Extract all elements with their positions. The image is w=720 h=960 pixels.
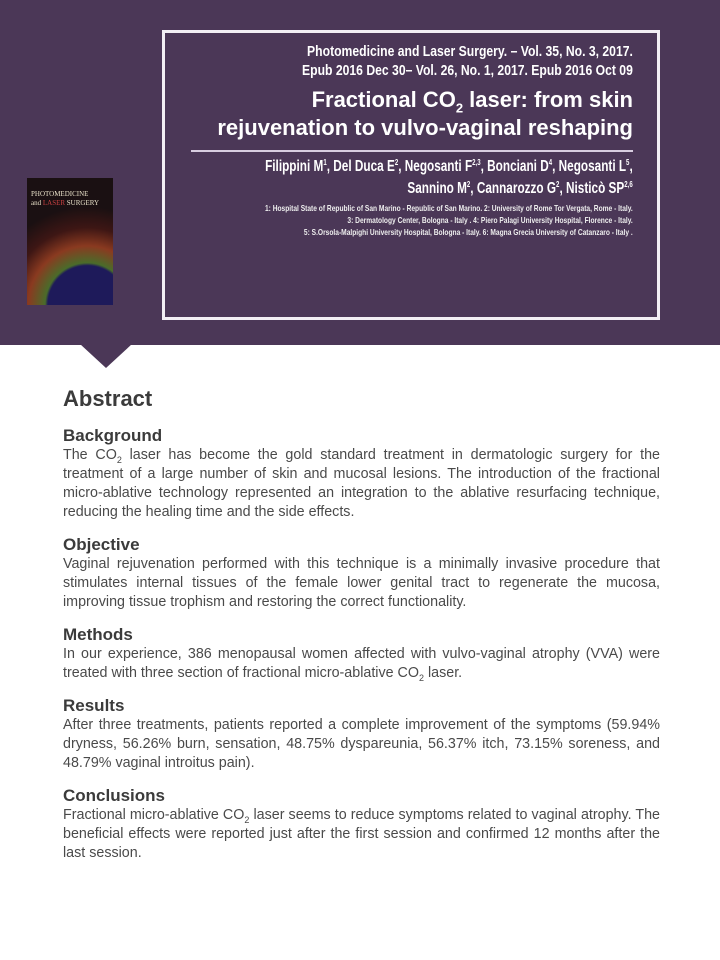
text: laser has become the gold standard treatment in dermatologic surgery for the treatment of a large number of skin and mucosal lesions. The introduction of the fractional micro-ablative technology represented an integration to the ablative resurfacing technique, reducing the healing time and the side effects. — [63, 447, 660, 520]
author-name: Negosanti L — [558, 158, 627, 175]
journal-citation-1: Photomedicine and Laser Surgery. – Vol. 35, No. 3, 2017. — [307, 44, 633, 60]
text: laser. — [424, 665, 463, 681]
text: Fractional micro-ablative CO — [63, 807, 245, 823]
background-heading: Background — [63, 426, 163, 445]
cover-surgery: SURGERY — [65, 199, 100, 207]
author-list — [265, 156, 633, 200]
author-name: Negosanti F — [405, 158, 473, 175]
affiliation-line: 5: S.Orsola-Malpighi University Hospital, Bologna - Italy. 6: Magna Grecia University of Catanzaro - Italy . — [304, 227, 633, 237]
text: In our experience, 386 menopausal women affected with vulvo-vaginal atrophy (VVA) were treated with three section of fractional micro-ablative CO — [63, 646, 660, 681]
author: Del Duca $E^2$, — [333, 157, 406, 175]
methods-text — [63, 645, 660, 683]
background-text — [63, 446, 660, 522]
title-sub: 2 — [455, 100, 464, 116]
author: Negosanti $L^5$, — [558, 157, 633, 175]
objective-text: Vaginal rejuvenation performed with this technique is a minimally invasive procedure that stimulates internal tissues of the female lower genital tract to regenerate the mucosa, improving tissue trophism and restoring the correct functionality. — [63, 556, 660, 610]
author-affiliation-mark: 5 — [626, 157, 630, 167]
header-frame — [162, 30, 660, 320]
title-part: laser: from skin rejuvenation to vulvo-vaginal reshaping — [217, 87, 633, 140]
text: The CO — [63, 447, 117, 463]
author-affiliation-mark: 2 — [556, 179, 560, 189]
author-affiliation-mark: 2,3 — [472, 157, 481, 167]
cover-and: and — [31, 199, 43, 207]
subscript: 2 — [419, 672, 425, 683]
affiliation-line: 3: Dermatology Center, Bologna - Italy . 4: Piero Palagi University Hospital, Florence - Italy. — [347, 215, 633, 225]
author: Filippini $M^1$, — [265, 157, 334, 175]
objective-heading: Objective — [63, 535, 140, 554]
text: laser seems to reduce symptoms related to vaginal atrophy. The beneficial effects were reported just after the first session and confirmed 12 months after the last session. — [63, 807, 660, 861]
conclusions-heading: Conclusions — [63, 786, 166, 805]
header-pointer — [80, 344, 132, 368]
author-affiliation-mark: 2 — [467, 179, 471, 189]
author-name: Filippini M — [265, 158, 324, 175]
author — [566, 180, 633, 197]
author: Bonciani $D^4$, — [487, 157, 559, 175]
author-affiliation-mark: 1 — [323, 157, 327, 167]
author-affiliation-mark: 2 — [395, 157, 399, 167]
affiliation-line: 1: Hospital State of Republic of San Marino - Republic of San Marino. 2: University of Rome Tor Vergata, Rome - Italy. — [265, 203, 633, 213]
cover-laser: LASER — [42, 199, 66, 207]
author-affiliation-mark: 2,6 — [624, 179, 633, 189]
title-part: Fractional CO — [311, 87, 456, 112]
author-name: Nisticò SP — [566, 180, 625, 197]
abstract-heading: Abstract — [63, 386, 153, 411]
journal-citation-2: Epub 2016 Dec 30– Vol. 26, No. 1, 2017. Epub 2016 Oct 09 — [302, 63, 633, 79]
abstract — [63, 386, 660, 876]
results-text: After three treatments, patients reported a complete improvement of the symptoms (59.94% dryness, 56.26% burn, sensation, 48.75% dyspareunia, 56.37% itch, 73.15% soreness, and 48.79% vaginal introitus pain). — [63, 717, 660, 771]
author-name: Bonciani D — [487, 158, 549, 175]
cover-line1: PHOTOMEDICINE — [31, 190, 89, 198]
author-name: Sannino M — [407, 180, 468, 197]
affiliations — [265, 202, 633, 238]
author-affiliation-mark: 4 — [548, 157, 553, 167]
author: Sannino $M^2$, — [407, 179, 478, 197]
author: Negosanti F$^{2,3}$, — [405, 157, 488, 175]
author-name: Cannarozzo G — [477, 180, 557, 197]
paper-title — [203, 86, 633, 142]
methods-heading: Methods — [63, 625, 133, 644]
author: Cannarozzo $G^2$, — [477, 179, 567, 197]
journal-cover-image — [27, 178, 113, 305]
author-name: Del Duca E — [333, 158, 396, 175]
conclusions-text — [63, 806, 660, 863]
results-heading: Results — [63, 696, 125, 715]
divider — [191, 150, 633, 152]
subscript: 2 — [244, 814, 250, 825]
subscript: 2 — [116, 454, 122, 465]
cover-title — [31, 190, 99, 208]
